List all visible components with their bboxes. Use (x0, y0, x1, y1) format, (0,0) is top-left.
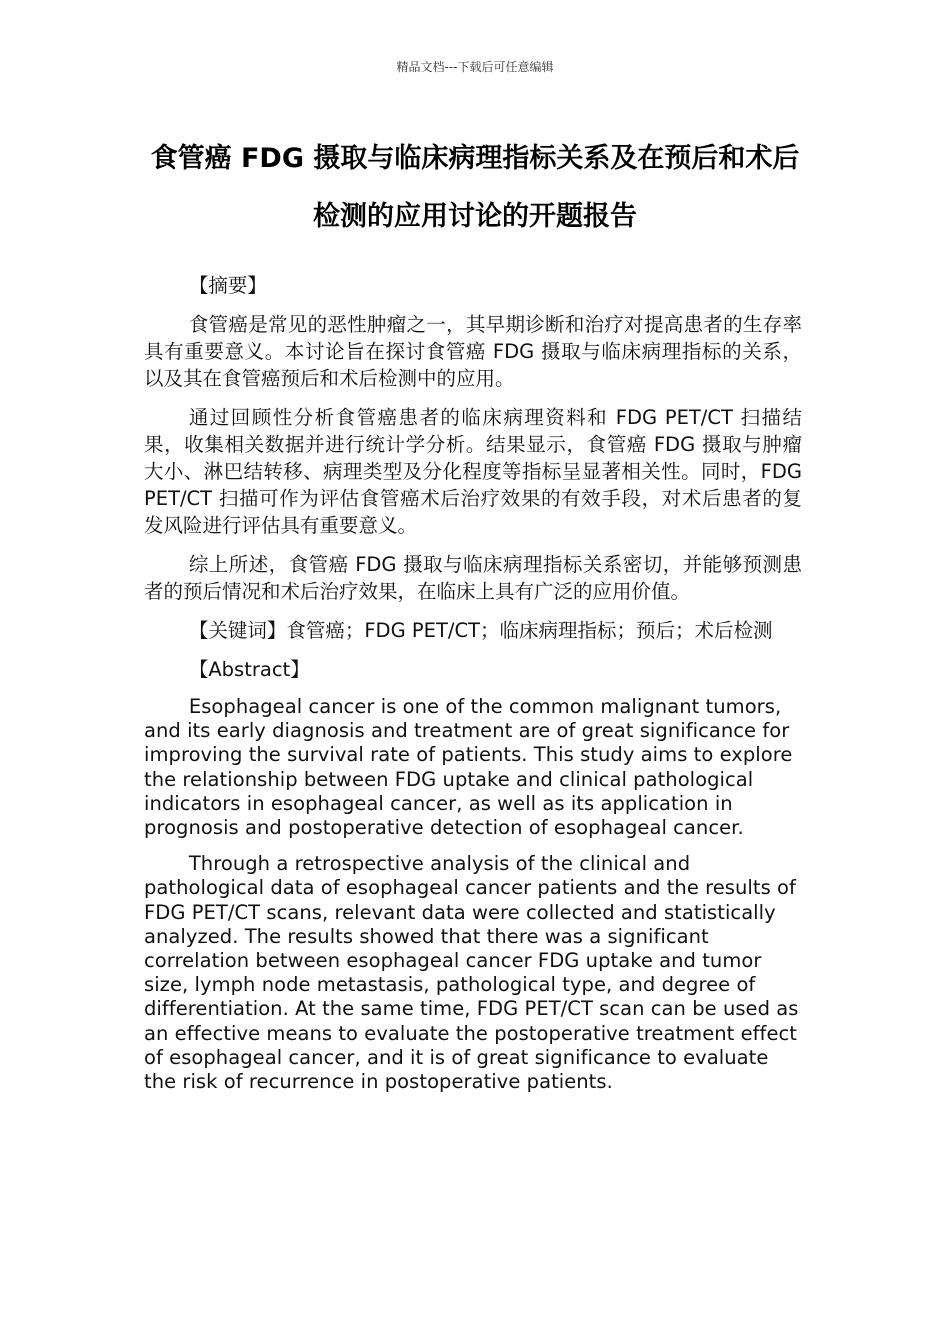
keywords-line: 【关键词】食管癌；FDG PET/CT；临床病理指标；预后；术后检测 (188, 619, 773, 642)
abstract-cn-paragraph: 食管癌是常见的恶性肿瘤之一，其早期诊断和治疗对提高患者的生存率具有重要意义。本讨论旨在探讨食管癌 FDG 摄取与临床病理指标的关系，以及其在食管癌预后和术后检测中的应用。 (144, 313, 802, 390)
document-title: 食管癌 FDG 摄取与临床病理指标关系及在预后和术后检测的应用讨论的开题报告 (150, 143, 800, 232)
abstract-cn-heading: 【摘要】 (188, 274, 267, 297)
abstract-en-paragraph: Esophageal cancer is one of the common malignant tumors, and its early diagnosis and treatment are of great significance for improving the survival rate of patients. This study aims to explore the relationship between FDG uptake and clinical pathological indicators in esophageal cancer, as well as its application in prognosis and postoperative detection of esophageal cancer. (144, 695, 793, 840)
abstract-en-heading: 【Abstract】 (188, 658, 310, 681)
abstract-en-paragraph: Through a retrospective analysis of the clinical and pathological data of esophageal cancer patients and the results of FDG PET/CT scans, relevant data were collected and statistically analyzed. The results showed that there was a significant correlation between esophageal cancer FDG uptake and tumor size, lymph node metastasis, pathological type, and degree of differentiation. At the same time, FDG PET/CT scan can be used as an effective means to evaluate the postoperative treatment effect of esophageal cancer, and it is of great significance to evaluate the risk of recurrence in postoperative patients. (144, 852, 799, 1094)
header-note: 精品文档---下载后可任意编辑 (396, 60, 554, 74)
abstract-cn-paragraph: 通过回顾性分析食管癌患者的临床病理资料和 FDG PET/CT 扫描结果，收集相关数据并进行统计学分析。结果显示，食管癌 FDG 摄取与肿瘤大小、淋巴结转移、病理类型及分化程度等指标呈显著相关性。同时，FDG PET/CT 扫描可作为评估食管癌术后治疗效果的有效手段，对术后患者的复发风险进行评估具有重要意义。 (144, 406, 802, 537)
abstract-cn-paragraph: 综上所述，食管癌 FDG 摄取与临床病理指标关系密切，并能够预测患者的预后情况和术后治疗效果，在临床上具有广泛的应用价值。 (144, 553, 802, 603)
document-body (144, 272, 802, 1106)
